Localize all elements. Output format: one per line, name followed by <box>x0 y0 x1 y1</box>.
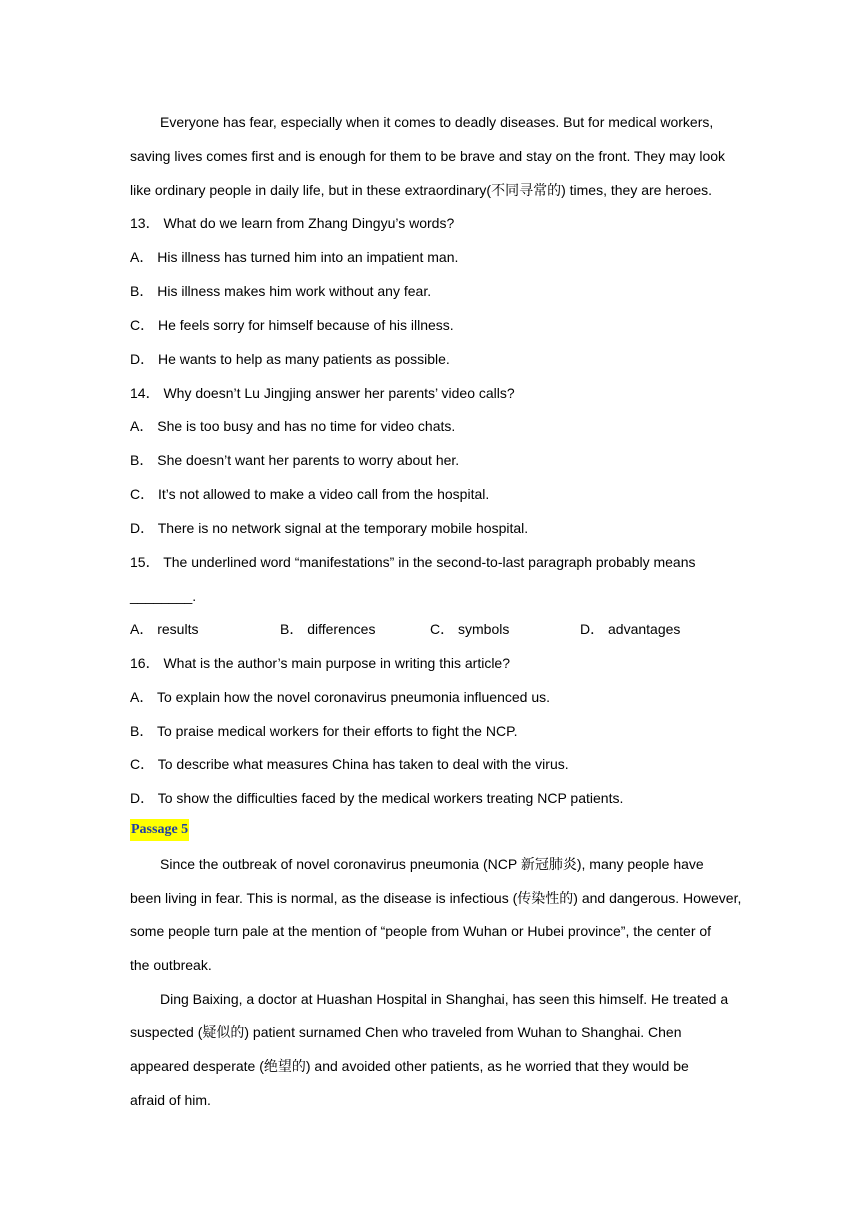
intro-paragraph-line: saving lives comes first and is enough for them to be brave and stay on the front. They may look <box>130 148 726 164</box>
passage-5-heading: Passage 5 <box>130 819 189 841</box>
question-15-option-b: B． differences <box>280 621 376 637</box>
passage-5-paragraph-2-line: afraid of him. <box>130 1092 211 1108</box>
question-16-stem: 16． What is the author’s main purpose in writing this article? <box>130 655 510 671</box>
question-15-option-c: C． symbols <box>430 621 510 637</box>
question-15-stem: 15． The underlined word “manifestations” in the second-to-last paragraph probably means <box>130 554 696 570</box>
question-13-option-d: D． He wants to help as many patients as possible. <box>130 351 450 367</box>
question-14-stem: 14． Why doesn’t Lu Jingjing answer her parents’ video calls? <box>130 385 515 401</box>
intro-paragraph-line: Everyone has fear, especially when it comes to deadly diseases. But for medical workers, <box>160 114 714 130</box>
question-16-option-b: B． To praise medical workers for their efforts to fight the NCP. <box>130 723 518 739</box>
question-15-option-a: A． results <box>130 621 199 637</box>
question-15-option-d: D． advantages <box>580 621 681 637</box>
question-16-option-c: C． To describe what measures China has taken to deal with the virus. <box>130 756 569 772</box>
question-13-stem: 13． What do we learn from Zhang Dingyu’s words? <box>130 215 455 231</box>
passage-5-paragraph-1-line: been living in fear. This is normal, as the disease is infectious (传染性的) and dangerous. However, <box>130 890 742 906</box>
question-13-option-b: B． His illness makes him work without any fear. <box>130 283 432 299</box>
passage-5-paragraph-1-line: Since the outbreak of novel coronavirus pneumonia (NCP 新冠肺炎), many people have <box>160 856 704 872</box>
question-15-blank: ________. <box>130 588 197 604</box>
passage-5-paragraph-2-line: appeared desperate (绝望的) and avoided other patients, as he worried that they would be <box>130 1058 689 1074</box>
question-14-option-b: B． She doesn’t want her parents to worry about her. <box>130 452 460 468</box>
passage-5-paragraph-2-line: suspected (疑似的) patient surnamed Chen who traveled from Wuhan to Shanghai. Chen <box>130 1024 682 1040</box>
question-13-option-c: C． He feels sorry for himself because of his illness. <box>130 317 454 333</box>
passage-5-paragraph-1-line: some people turn pale at the mention of “people from Wuhan or Hubei province”, the center of <box>130 923 712 939</box>
question-16-option-d: D． To show the difficulties faced by the medical workers treating NCP patients. <box>130 790 624 806</box>
passage-5-paragraph-2-line: Ding Baixing, a doctor at Huashan Hospital in Shanghai, has seen this himself. He treated a <box>160 991 729 1007</box>
question-14-option-a: A． She is too busy and has no time for video chats. <box>130 418 456 434</box>
question-13-option-a: A． His illness has turned him into an impatient man. <box>130 249 459 265</box>
passage-5-paragraph-1-line: the outbreak. <box>130 957 212 973</box>
question-14-option-d: D． There is no network signal at the temporary mobile hospital. <box>130 520 529 536</box>
question-14-option-c: C． It’s not allowed to make a video call from the hospital. <box>130 486 490 502</box>
question-16-option-a: A． To explain how the novel coronavirus pneumonia influenced us. <box>130 689 550 705</box>
intro-paragraph-line: like ordinary people in daily life, but in these extraordinary(不同寻常的) times, they are heroes. <box>130 182 713 198</box>
